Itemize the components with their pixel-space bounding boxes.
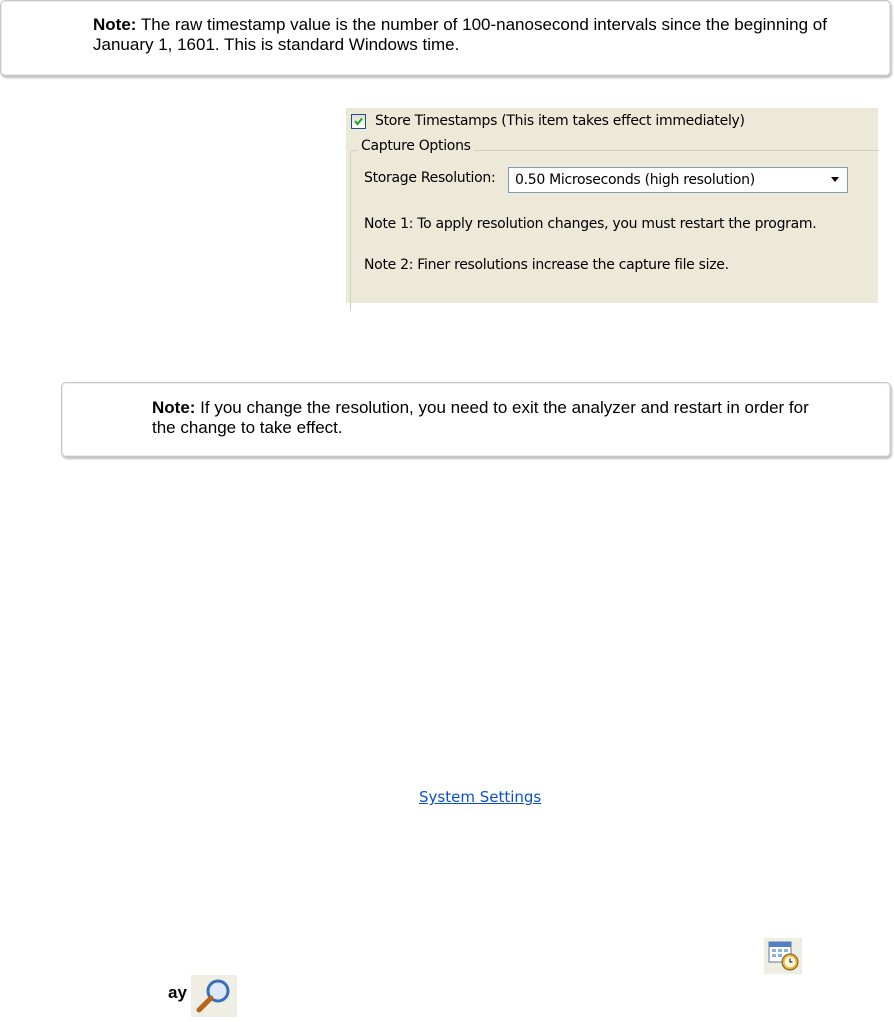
capture-options-title: Capture Options [358,138,474,154]
note-text: The raw timestamp value is the number of 100-nanosecond intervals since the beginning of January 1, 1601. This is standard Windows time. [93,15,827,54]
checkmark-icon [353,116,364,127]
calendar-clock-icon[interactable] [764,938,802,974]
magnifier-icon[interactable] [191,975,237,1017]
note-label: Note: [152,398,196,417]
text-fragment: ay [168,983,187,1002]
store-timestamps-label[interactable]: Store Timestamps (This item takes effect immediately) [375,113,745,129]
note-box-timestamp [0,0,891,76]
storage-resolution-select[interactable] [508,167,848,193]
dropdown-arrow-icon[interactable] [823,168,847,192]
note-text: If you change the resolution, you need to exit the analyzer and restart in order for the change to take effect. [152,398,809,437]
timestamp-settings-panel [346,108,878,303]
storage-resolution-value: 0.50 Microseconds (high resolution) [515,172,755,188]
note-box-resolution [61,382,891,457]
store-timestamps-checkbox[interactable] [351,114,366,129]
resolution-note-2: Note 2: Finer resolutions increase the capture file size. [364,257,729,273]
system-settings-link[interactable]: System Settings [419,788,542,806]
note-label: Note: [93,15,137,34]
storage-resolution-label: Storage Resolution: [364,170,496,186]
resolution-note-1: Note 1: To apply resolution changes, you must restart the program. [364,216,817,232]
